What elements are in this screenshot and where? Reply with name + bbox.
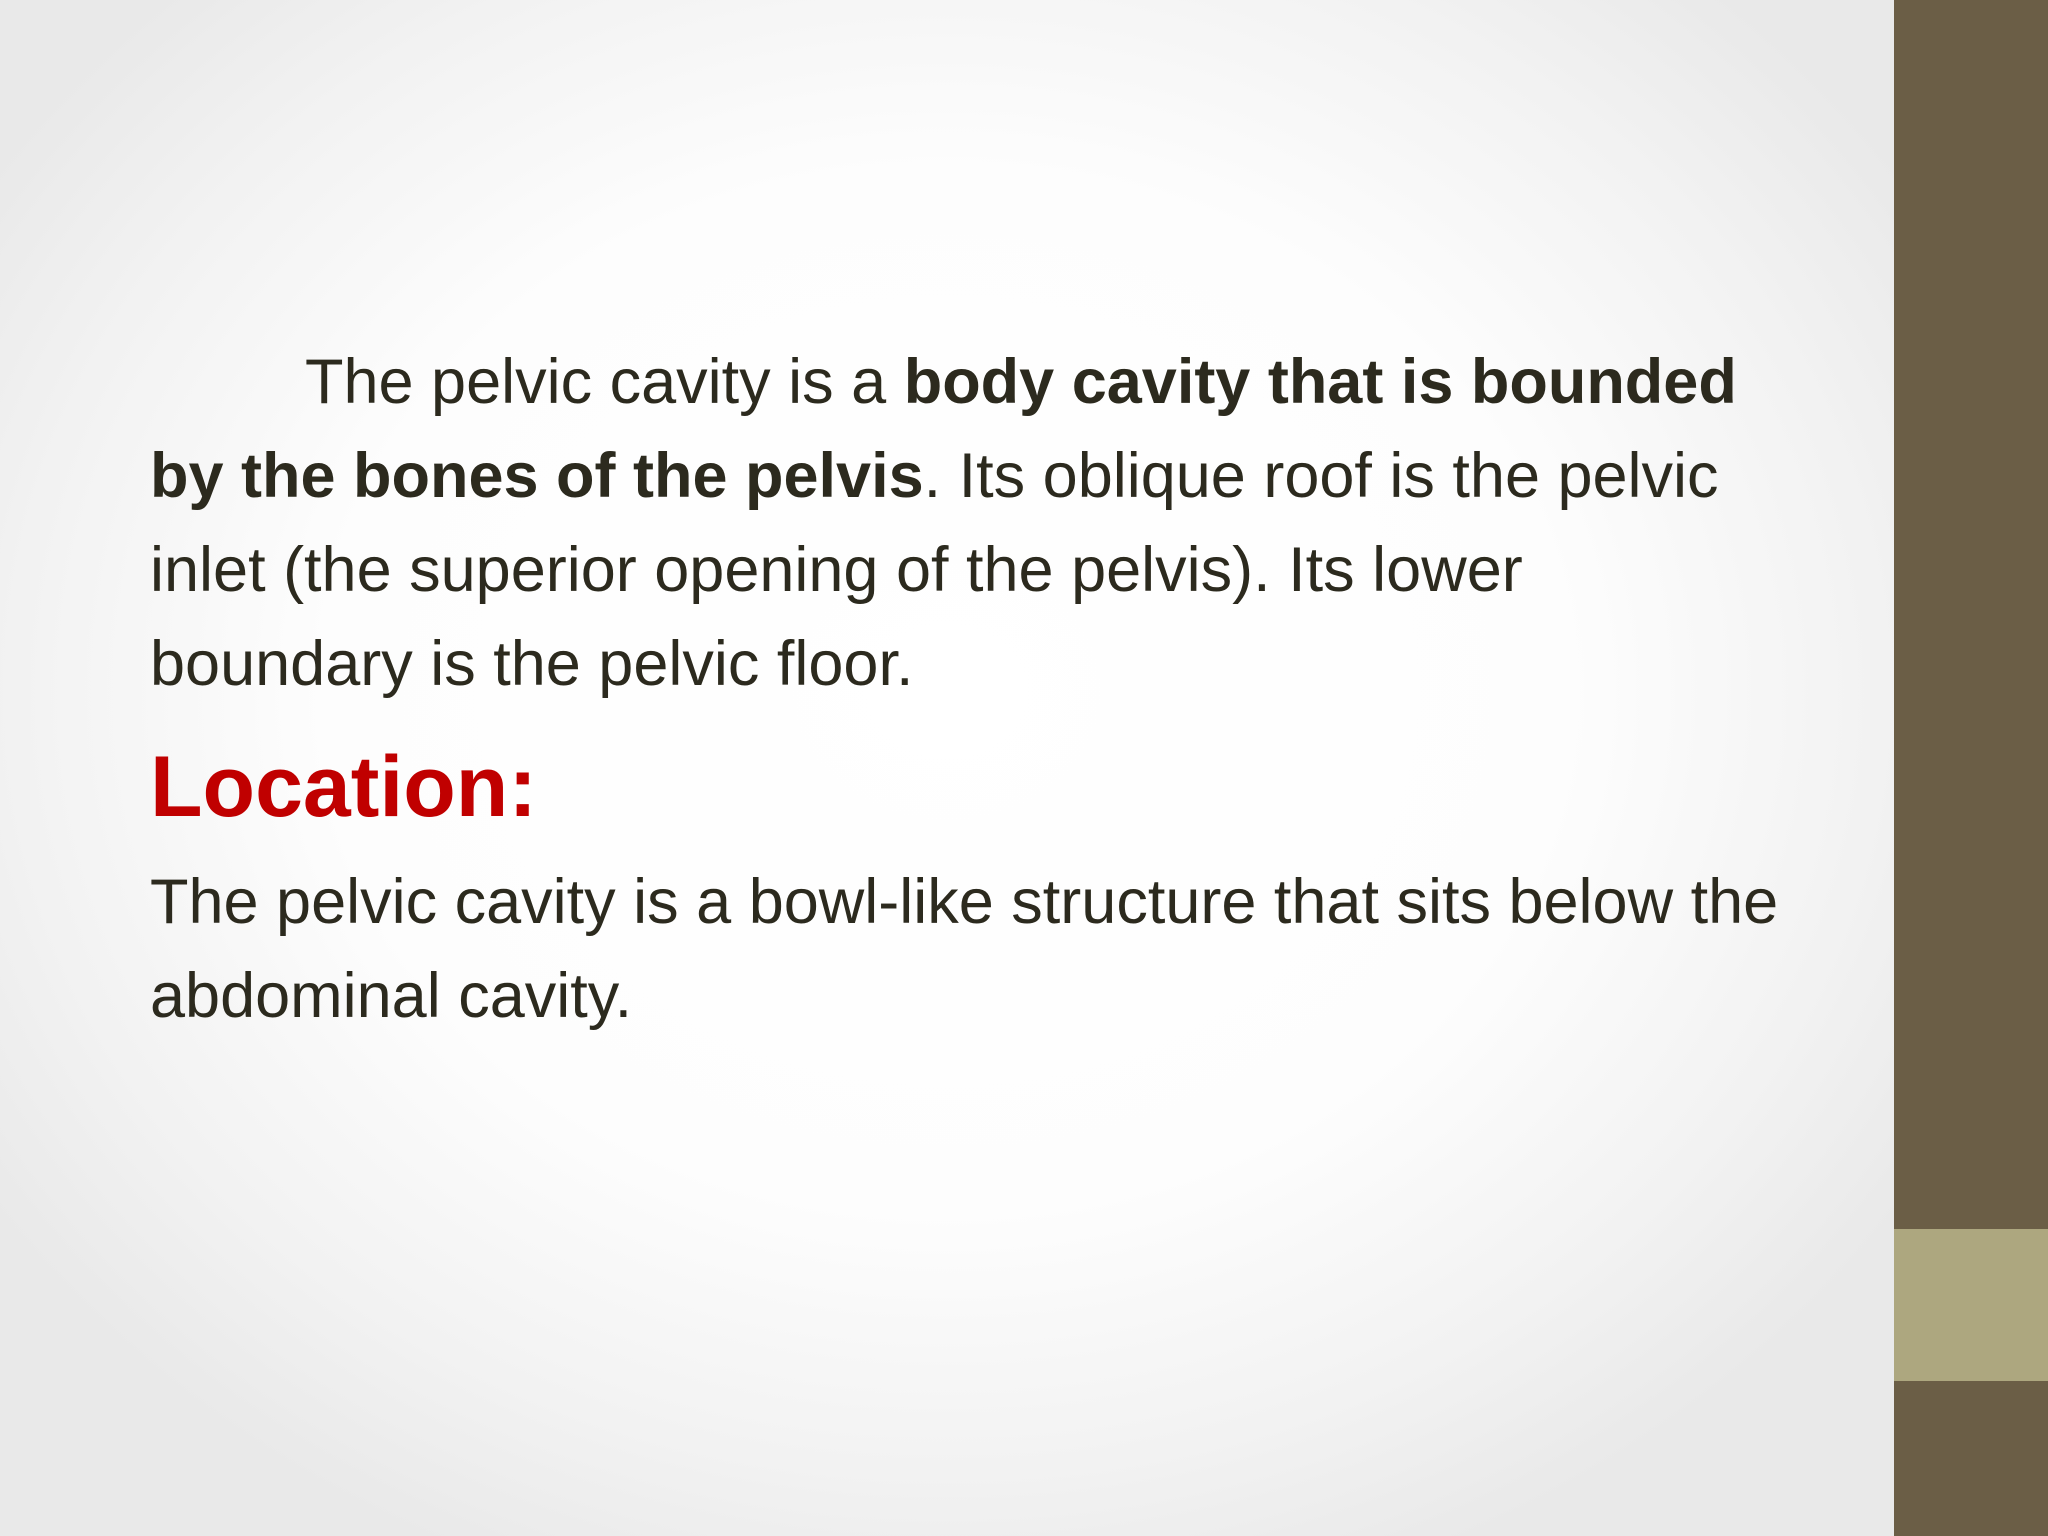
location-paragraph: The pelvic cavity is a bowl-like structure that sits below the abdominal cavity.	[150, 867, 1779, 1031]
intro-paragraph	[150, 335, 1800, 711]
intro-bold-text: body cavity that is bounded by the bones of the pelvis	[150, 347, 1737, 511]
slide-content	[150, 335, 1800, 1043]
location-heading: Location:	[150, 739, 537, 835]
side-bar-accent	[1894, 1229, 2048, 1381]
intro-text-start: The pelvic cavity is a	[305, 347, 904, 417]
intro-text-end: . Its oblique roof is the pelvic inlet (the superior opening of the pelvis). Its lower boundary is the pelvic floor.	[150, 441, 1719, 699]
